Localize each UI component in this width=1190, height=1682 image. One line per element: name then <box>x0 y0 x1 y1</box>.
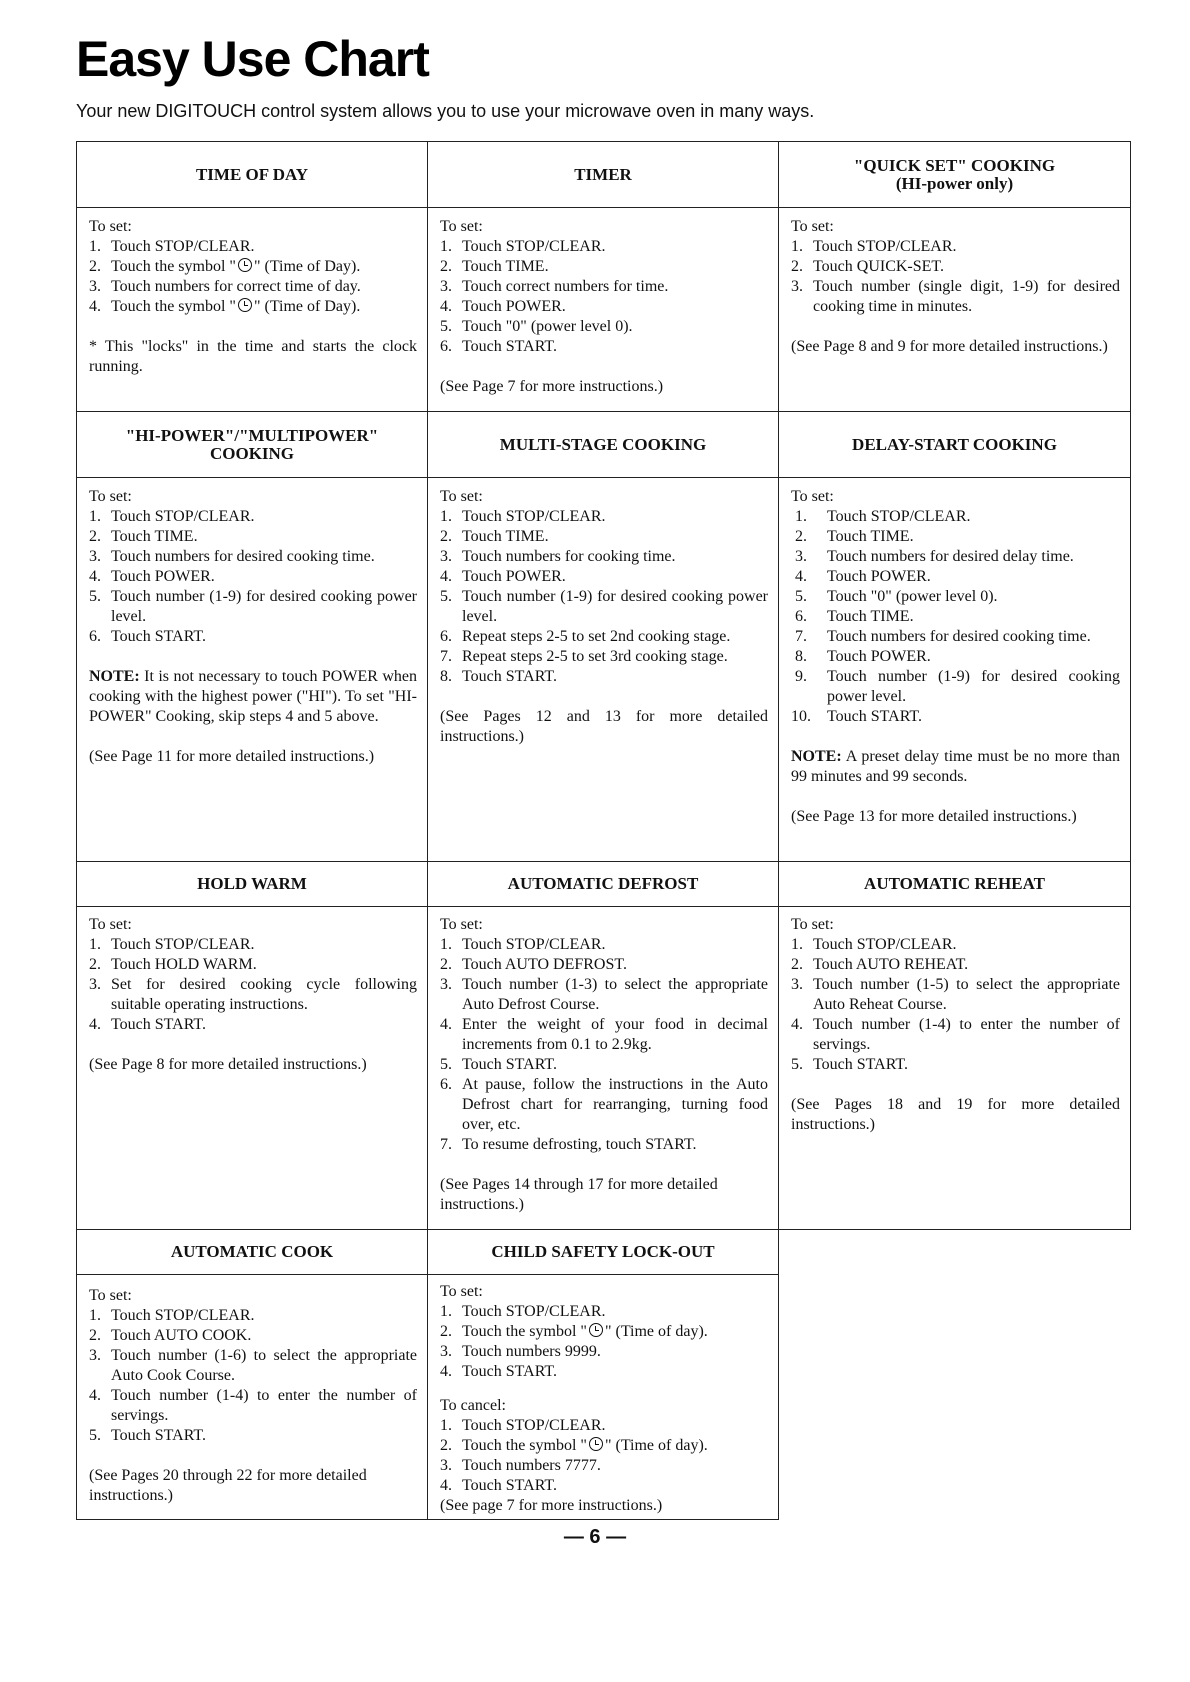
list-item: 2. Touch QUICK-SET. <box>791 258 945 275</box>
list-item: 2. Touch TIME. <box>440 258 549 275</box>
page-title: Easy Use Chart <box>76 31 429 87</box>
reference-text: (See Pages 12 and 13 for more detailed instructions.) <box>440 708 768 745</box>
to-set-label: To set: <box>89 916 132 933</box>
to-set-label: To set: <box>440 218 483 235</box>
list-item: 3. Touch number (1-3) to select the appropriate Auto Defrost Course. <box>440 976 768 1013</box>
cell-time-of-day <box>76 141 428 412</box>
reference-text: (See Pages 20 through 22 for more detailed instructions.) <box>89 1467 367 1504</box>
to-set-label: To set: <box>440 916 483 933</box>
list-item: 2. Touch AUTO DEFROST. <box>440 956 627 973</box>
header-timer: TIMER <box>428 142 778 208</box>
reference-text: (See Page 13 for more detailed instructions.) <box>791 808 1077 825</box>
to-set-label: To set: <box>440 488 483 505</box>
list-item: 3. Touch number (single digit, 1-9) for desired cooking time in minutes. <box>791 278 1120 315</box>
header-time-of-day: TIME OF DAY <box>77 142 427 208</box>
cell-delay-start <box>778 411 1131 862</box>
reference-text: (See Page 8 and 9 for more detailed instructions.) <box>791 338 1108 355</box>
list-item: 5. Touch "0" (power level 0). <box>791 588 998 605</box>
list-item: 2. Touch TIME. <box>440 528 549 545</box>
header-subtitle: (HI-power only) <box>895 173 1014 193</box>
list-item: 3. Touch numbers 7777. <box>440 1457 601 1474</box>
list-item: 3. Touch numbers for desired cooking time. <box>89 548 375 565</box>
list-item: 1. Touch STOP/CLEAR. <box>440 936 606 953</box>
list-item: 3. Touch numbers 9999. <box>440 1343 601 1360</box>
header-hi-power: "HI-POWER"/"MULTIPOWER" COOKING <box>77 412 427 478</box>
cell-auto-cook <box>76 1229 428 1520</box>
list-item: 3. Touch number (1-5) to select the appropriate Auto Reheat Course. <box>791 976 1120 1013</box>
clock-icon <box>589 1323 603 1337</box>
cell-auto-reheat <box>778 861 1131 1230</box>
reference-text: (See Pages 14 through 17 for more detailed instructions.) <box>440 1176 718 1213</box>
header-auto-cook: AUTOMATIC COOK <box>77 1230 427 1275</box>
list-item: 3. Set for desired cooking cycle following suitable operating instructions. <box>89 976 417 1013</box>
reference-text: (See page 7 for more instructions.) <box>440 1497 663 1514</box>
to-cancel-label: To cancel: <box>440 1397 506 1414</box>
list-item: 1. Touch STOP/CLEAR. <box>791 508 971 525</box>
list-item: 4. Touch POWER. <box>440 298 566 315</box>
list-item: 4. Touch number (1-4) to enter the number of servings. <box>791 1016 1120 1053</box>
list-item: 4. Touch POWER. <box>791 568 931 585</box>
list-item: 3. Touch correct numbers for time. <box>440 278 669 295</box>
clock-icon <box>589 1437 603 1451</box>
list-item: 2. Touch AUTO COOK. <box>89 1327 252 1344</box>
list-item: 1. Touch STOP/CLEAR. <box>89 1307 255 1324</box>
list-item: 2. Touch the symbol " " (Time of day). <box>440 1437 708 1454</box>
list-item: 7. Repeat steps 2-5 to set 3rd cooking stage. <box>440 648 728 665</box>
list-item: 3. Touch numbers for cooking time. <box>440 548 676 565</box>
list-item: 4. Touch START. <box>440 1477 557 1494</box>
list-item: 6. Touch TIME. <box>791 608 914 625</box>
list-item: 8. Touch POWER. <box>791 648 931 665</box>
list-item: 1. Touch STOP/CLEAR. <box>440 1417 606 1434</box>
list-item: 4. Touch number (1-4) to enter the number of servings. <box>89 1387 417 1424</box>
cell-hi-power <box>76 411 428 862</box>
list-item: 6. Touch START. <box>89 628 206 645</box>
list-item: 5. Touch number (1-9) for desired cooking power level. <box>89 588 417 625</box>
list-item: 8. Touch START. <box>440 668 557 685</box>
to-set-label: To set: <box>89 218 132 235</box>
list-item: 3. Touch numbers for desired delay time. <box>791 548 1074 565</box>
list-item: 6. At pause, follow the instructions in the Auto Defrost chart for rearranging, turning food over, etc. <box>440 1076 768 1133</box>
list-item: 5. Touch START. <box>791 1056 908 1073</box>
to-set-label: To set: <box>791 916 834 933</box>
to-set-label: To set: <box>791 488 834 505</box>
to-set-label: To set: <box>791 218 834 235</box>
list-item: 4. Touch POWER. <box>89 568 215 585</box>
to-set-label: To set: <box>89 1287 132 1304</box>
list-item: 2. Touch HOLD WARM. <box>89 956 257 973</box>
header-child-lock: CHILD SAFETY LOCK-OUT <box>428 1230 778 1275</box>
list-item: 2. Touch AUTO REHEAT. <box>791 956 969 973</box>
header-title: "QUICK SET" COOKING <box>853 155 1056 175</box>
list-item: 7. To resume defrosting, touch START. <box>440 1136 697 1153</box>
page-number: — 6 — <box>563 1526 627 1548</box>
list-item: 2. Touch the symbol " " (Time of Day). <box>89 258 361 275</box>
reference-text: (See Page 7 for more instructions.) <box>440 378 664 395</box>
cell-auto-defrost <box>427 861 779 1230</box>
clock-icon <box>238 258 252 272</box>
header-quick-set <box>779 142 1130 208</box>
to-set-label: To set: <box>89 488 132 505</box>
intro-text: Your new DIGITOUCH control system allows you to use your microwave oven in many ways. <box>76 101 815 121</box>
reference-text: (See Page 11 for more detailed instructions.) <box>89 748 375 765</box>
list-item: 4. Touch the symbol " " (Time of Day). <box>89 298 361 315</box>
list-item: 4. Touch POWER. <box>440 568 566 585</box>
reference-text: (See Page 8 for more detailed instructions.) <box>89 1056 367 1073</box>
cell-hold-warm <box>76 861 428 1230</box>
list-item: 5. Touch START. <box>440 1056 557 1073</box>
note-text: NOTE: It is not necessary to touch POWER when cooking with the highest power ("HI"). To set "HI-POWER" Cooking, skip steps 4 and 5 above. <box>89 668 417 725</box>
note-text: NOTE: A preset delay time must be no more than 99 minutes and 99 seconds. <box>791 748 1120 785</box>
reference-text: (See Pages 18 and 19 for more detailed instructions.) <box>791 1096 1120 1133</box>
list-item: 9. Touch number (1-9) for desired cooking power level. <box>791 668 1120 705</box>
list-item: 5. Touch number (1-9) for desired cooking power level. <box>440 588 768 625</box>
header-auto-reheat: AUTOMATIC REHEAT <box>779 862 1130 907</box>
list-item: 1. Touch STOP/CLEAR. <box>89 508 255 525</box>
to-set-label: To set: <box>440 1283 483 1300</box>
cell-child-lock <box>427 1229 779 1520</box>
list-item: 1. Touch STOP/CLEAR. <box>89 936 255 953</box>
list-item: 5. Touch START. <box>89 1427 206 1444</box>
list-item: 1. Touch STOP/CLEAR. <box>791 238 957 255</box>
list-item: 3. Touch numbers for correct time of day. <box>89 278 361 295</box>
list-item: 4. Touch START. <box>89 1016 206 1033</box>
header-multi-stage: MULTI-STAGE COOKING <box>428 412 778 478</box>
list-item: 4. Touch START. <box>440 1363 557 1380</box>
list-item: 1. Touch STOP/CLEAR. <box>440 1303 606 1320</box>
header-hold-warm: HOLD WARM <box>77 862 427 907</box>
header-delay-start: DELAY-START COOKING <box>779 412 1130 478</box>
list-item: 2. Touch TIME. <box>89 528 198 545</box>
list-item: 3. Touch number (1-6) to select the appropriate Auto Cook Course. <box>89 1347 417 1384</box>
list-item: 5. Touch "0" (power level 0). <box>440 318 633 335</box>
clock-icon <box>238 298 252 312</box>
list-item: 2. Touch TIME. <box>791 528 914 545</box>
cell-quick-set <box>778 141 1131 412</box>
list-item: 1. Touch STOP/CLEAR. <box>89 238 255 255</box>
list-item: 2. Touch the symbol " " (Time of day). <box>440 1323 708 1340</box>
list-item: 6. Touch START. <box>440 338 557 355</box>
list-item: 1. Touch STOP/CLEAR. <box>440 508 606 525</box>
list-item: 6. Repeat steps 2-5 to set 2nd cooking stage. <box>440 628 731 645</box>
cell-timer <box>427 141 779 412</box>
list-item: 10. Touch START. <box>791 708 922 725</box>
cell-multi-stage <box>427 411 779 862</box>
list-item: 1. Touch STOP/CLEAR. <box>440 238 606 255</box>
list-item: 1. Touch STOP/CLEAR. <box>791 936 957 953</box>
list-item: 7. Touch numbers for desired cooking time. <box>791 628 1091 645</box>
list-item: 4. Enter the weight of your food in decimal increments from 0.1 to 2.9kg. <box>440 1016 768 1053</box>
note-text: * This "locks" in the time and starts the clock running. <box>89 338 417 375</box>
header-auto-defrost: AUTOMATIC DEFROST <box>428 862 778 907</box>
